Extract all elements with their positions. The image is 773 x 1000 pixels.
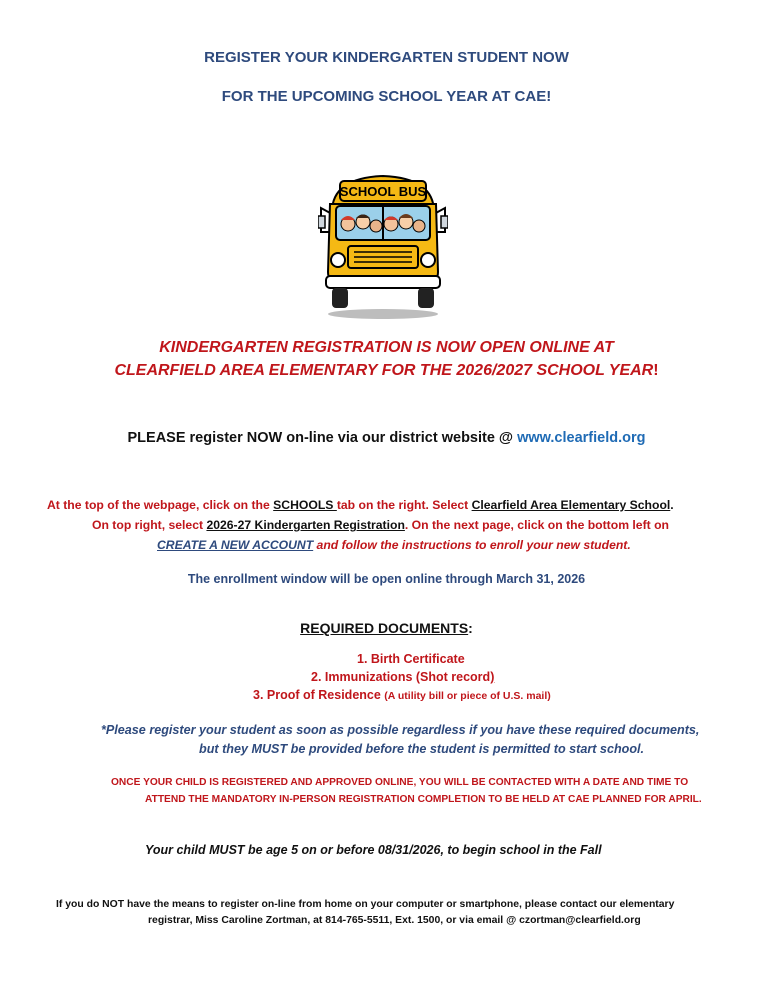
register-asap-note-line-1: *Please register your student as soon as possible regardless if you have these required documents, — [101, 723, 700, 737]
instruction-line-1 — [47, 498, 674, 512]
footer-contact-line-2: registrar, Miss Caroline Zortman, at 814-765-5511, Ext. 1500, or via email @ czortman@clearfield.org — [148, 915, 641, 926]
doc3-text: 3. Proof of Residence — [253, 688, 385, 702]
instr2-a: On top right, select — [92, 518, 207, 532]
school-bus-illustration — [318, 172, 448, 322]
approval-notice-line-1: ONCE YOUR CHILD IS REGISTERED AND APPROVED ONLINE, YOU WILL BE CONTACTED WITH A DATE AND TIME TO — [111, 777, 689, 788]
doc3-detail: (A utility bill or piece of U.S. mail) — [384, 690, 551, 702]
approval-notice-line-2: ATTEND THE MANDATORY IN-PERSON REGISTRATION COMPLETION TO BE HELD AT CAE PLANNED FOR APRIL. — [145, 794, 702, 805]
document-immunizations — [311, 670, 494, 684]
instruction-line-2 — [92, 518, 669, 532]
page-title-line-2: FOR THE UPCOMING SCHOOL YEAR AT CAE! — [221, 88, 552, 105]
doc2-text: 2. Immunizations (Shot record — [311, 670, 491, 684]
announcement-line-2 — [0, 362, 773, 380]
register-asap-note-line-2: but they MUST be provided before the student is permitted to start school. — [199, 742, 645, 756]
required-documents-heading — [0, 620, 773, 636]
bus-sign-text: SCHOOL BUS — [339, 184, 427, 199]
instr1-a: At the top of the webpage, click on the — [47, 498, 274, 512]
district-website-link[interactable]: www.clearfield.org — [517, 430, 646, 446]
footer-contact-line-1: If you do NOT have the means to register on-line from home on your computer or smartphone, please contact our elementary — [56, 899, 675, 910]
instr1-b: tab on the right. Select — [336, 498, 472, 512]
required-heading-colon: : — [468, 620, 473, 636]
instr1-c: . — [670, 498, 674, 512]
document-birth-certificate: 1. Birth Certificate — [357, 652, 465, 666]
schools-tab-reference: SCHOOLS — [273, 498, 337, 512]
announcement-line-1: KINDERGARTEN REGISTRATION IS NOW OPEN ONLINE AT — [159, 339, 614, 356]
register-text: PLEASE register NOW on-line via our district website @ — [127, 430, 518, 446]
enrollment-window-note: The enrollment window will be open online through March 31, 2026 — [187, 572, 586, 586]
registration-link-reference: 2026-27 Kindergarten Registration — [206, 518, 405, 532]
document-proof-of-residence — [253, 688, 551, 702]
school-name-reference: Clearfield Area Elementary School — [471, 498, 671, 512]
page-title-line-1: REGISTER YOUR KINDERGARTEN STUDENT NOW — [204, 49, 569, 66]
register-instruction — [0, 430, 773, 446]
instruction-line-3 — [157, 538, 631, 552]
instr2-b: . On the next page, click on the bottom left on — [404, 518, 669, 532]
age-requirement: Your child MUST be age 5 on or before 08/31/2026, to begin school in the Fall — [145, 843, 602, 857]
announcement-exclamation: ! — [653, 362, 659, 379]
doc2-paren: ) — [490, 670, 495, 684]
required-heading-text: REQUIRED DOCUMENTS — [300, 620, 469, 636]
announcement-line-2-text: CLEARFIELD AREA ELEMENTARY FOR THE 2026/2027 SCHOOL YEAR — [114, 362, 654, 379]
instr3-b: and follow the instructions to enroll your new student. — [313, 538, 631, 552]
create-account-reference: CREATE A NEW ACCOUNT — [157, 538, 314, 552]
